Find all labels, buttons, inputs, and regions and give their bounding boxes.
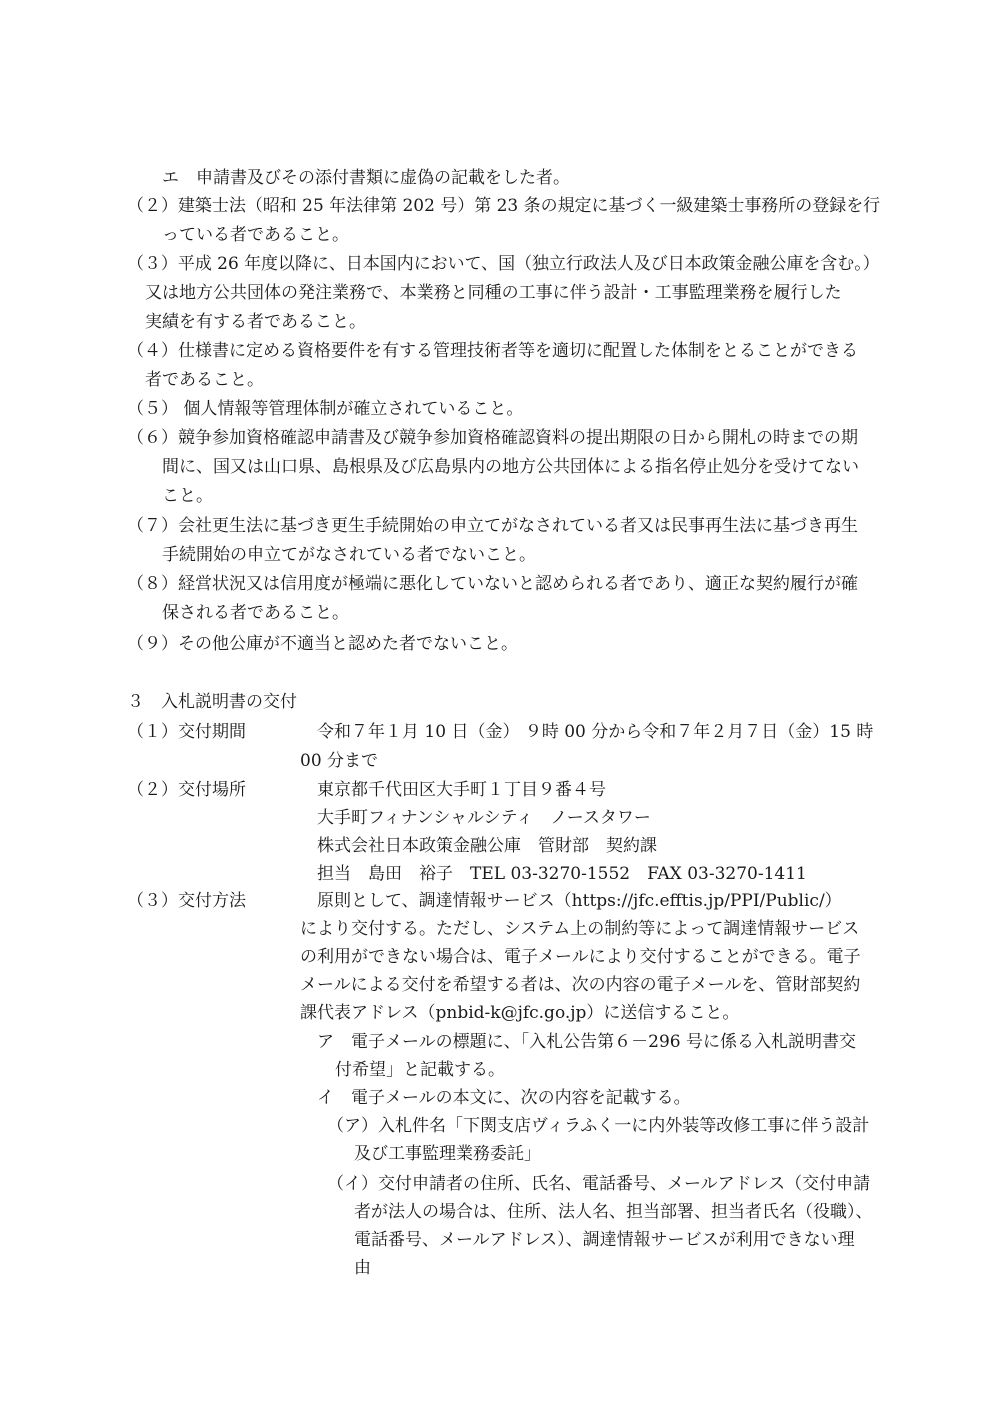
method-line-4: メールによる交付を希望する者は、次の内容の電子メールを、管財部契約	[300, 975, 861, 995]
item-8-line-1: （８）経営状況又は信用度が極端に悪化していないと認められる者であり、適正な契約履行が確	[127, 574, 858, 594]
method-sub-i-i-line-1: （イ）交付申請者の住所、氏名、電話番号、メールアドレス（交付申請	[327, 1174, 871, 1194]
period-label: （１）交付期間	[127, 722, 246, 742]
item-e: エ 申請書及びその添付書類に虚偽の記載をした者。	[162, 168, 570, 188]
place-line-2: 大手町フィナンシャルシティ ノースタワー	[317, 808, 651, 828]
item-3-line-2: 又は地方公共団体の発注業務で、本業務と同種の工事に伴う設計・工事監理業務を履行した	[145, 283, 842, 303]
method-line-1: 原則として、調達情報サービス（https://jfc.efftis.jp/PPI/Public/）	[317, 891, 842, 911]
item-3-line-3: 実績を有する者であること。	[145, 312, 366, 332]
place-line-4: 担当 島田 裕子 TEL 03-3270-1552 FAX 03-3270-1411	[317, 864, 807, 884]
method-line-2: により交付する。ただし、システム上の制約等によって調達情報サービス	[300, 919, 860, 939]
method-sub-i-i-line-3: 電話番号、メールアドレス）、調達情報サービスが利用できない理	[354, 1230, 855, 1250]
item-9: （９）その他公庫が不適当と認めた者でないこと。	[127, 634, 518, 654]
method-sub-a-line-1: ア 電子メールの標題に、「入札公告第６－296 号に係る入札説明書交	[317, 1032, 857, 1052]
method-sub-i: イ 電子メールの本文に、次の内容を記載する。	[317, 1088, 691, 1108]
item-2-line-1: （２）建築士法（昭和 25 年法律第 202 号）第 23 条の規定に基づく一級建築士事務所の登録を行	[127, 196, 881, 216]
method-sub-i-i-line-2: 者が法人の場合は、住所、法人名、担当部署、担当者氏名（役職）、	[354, 1202, 873, 1222]
method-line-5: 課代表アドレス（pnbid-k@jfc.go.jp）に送信すること。	[300, 1003, 740, 1023]
item-4-line-1: （４）仕様書に定める資格要件を有する管理技術者等を適切に配置した体制をとることができる	[127, 341, 858, 361]
section-3-heading: ３ 入札説明書の交付	[127, 692, 297, 712]
item-6-line-3: こと。	[162, 486, 213, 506]
place-line-3: 株式会社日本政策金融公庫 管財部 契約課	[317, 836, 657, 856]
method-sub-i-a-line-1: （ア）入札件名「下関支店ヴィラふく一に内外装等改修工事に伴う設計	[327, 1116, 870, 1136]
method-label: （３）交付方法	[127, 891, 246, 911]
item-7-line-2: 手続開始の申立てがなされている者でないこと。	[162, 545, 536, 565]
item-5: （５） 個人情報等管理体制が確立されていること。	[127, 399, 524, 419]
item-8-line-2: 保される者であること。	[162, 603, 349, 623]
method-line-3: の利用ができない場合は、電子メールにより交付することができる。電子	[300, 947, 861, 967]
period-line-2: 00 分まで	[300, 751, 379, 771]
method-sub-a-line-2: 付希望」と記載する。	[335, 1060, 505, 1080]
method-sub-i-a-line-2: 及び工事監理業務委託」	[354, 1144, 541, 1164]
place-line-1: 東京都千代田区大手町１丁目９番４号	[317, 780, 606, 800]
item-6-line-2: 間に、国又は山口県、島根県及び広島県内の地方公共団体による指名停止処分を受けてない	[162, 457, 859, 477]
item-2-line-2: っている者であること。	[162, 225, 349, 245]
place-label: （２）交付場所	[127, 780, 246, 800]
item-4-line-2: 者であること。	[145, 370, 264, 390]
item-7-line-1: （７）会社更生法に基づき更生手続開始の申立てがなされている者又は民事再生法に基づき再生	[127, 516, 858, 536]
period-line-1: 令和７年１月 10 日（金） ９時 00 分から令和７年２月７日（金）15 時	[317, 722, 874, 742]
item-6-line-1: （６）競争参加資格確認申請書及び競争参加資格確認資料の提出期限の日から開札の時までの期	[127, 428, 858, 448]
item-3-line-1: （３）平成 26 年度以降に、日本国内において、国（独立行政法人及び日本政策金融公庫を含む。）	[127, 254, 880, 274]
method-sub-i-i-line-4: 由	[354, 1258, 371, 1278]
